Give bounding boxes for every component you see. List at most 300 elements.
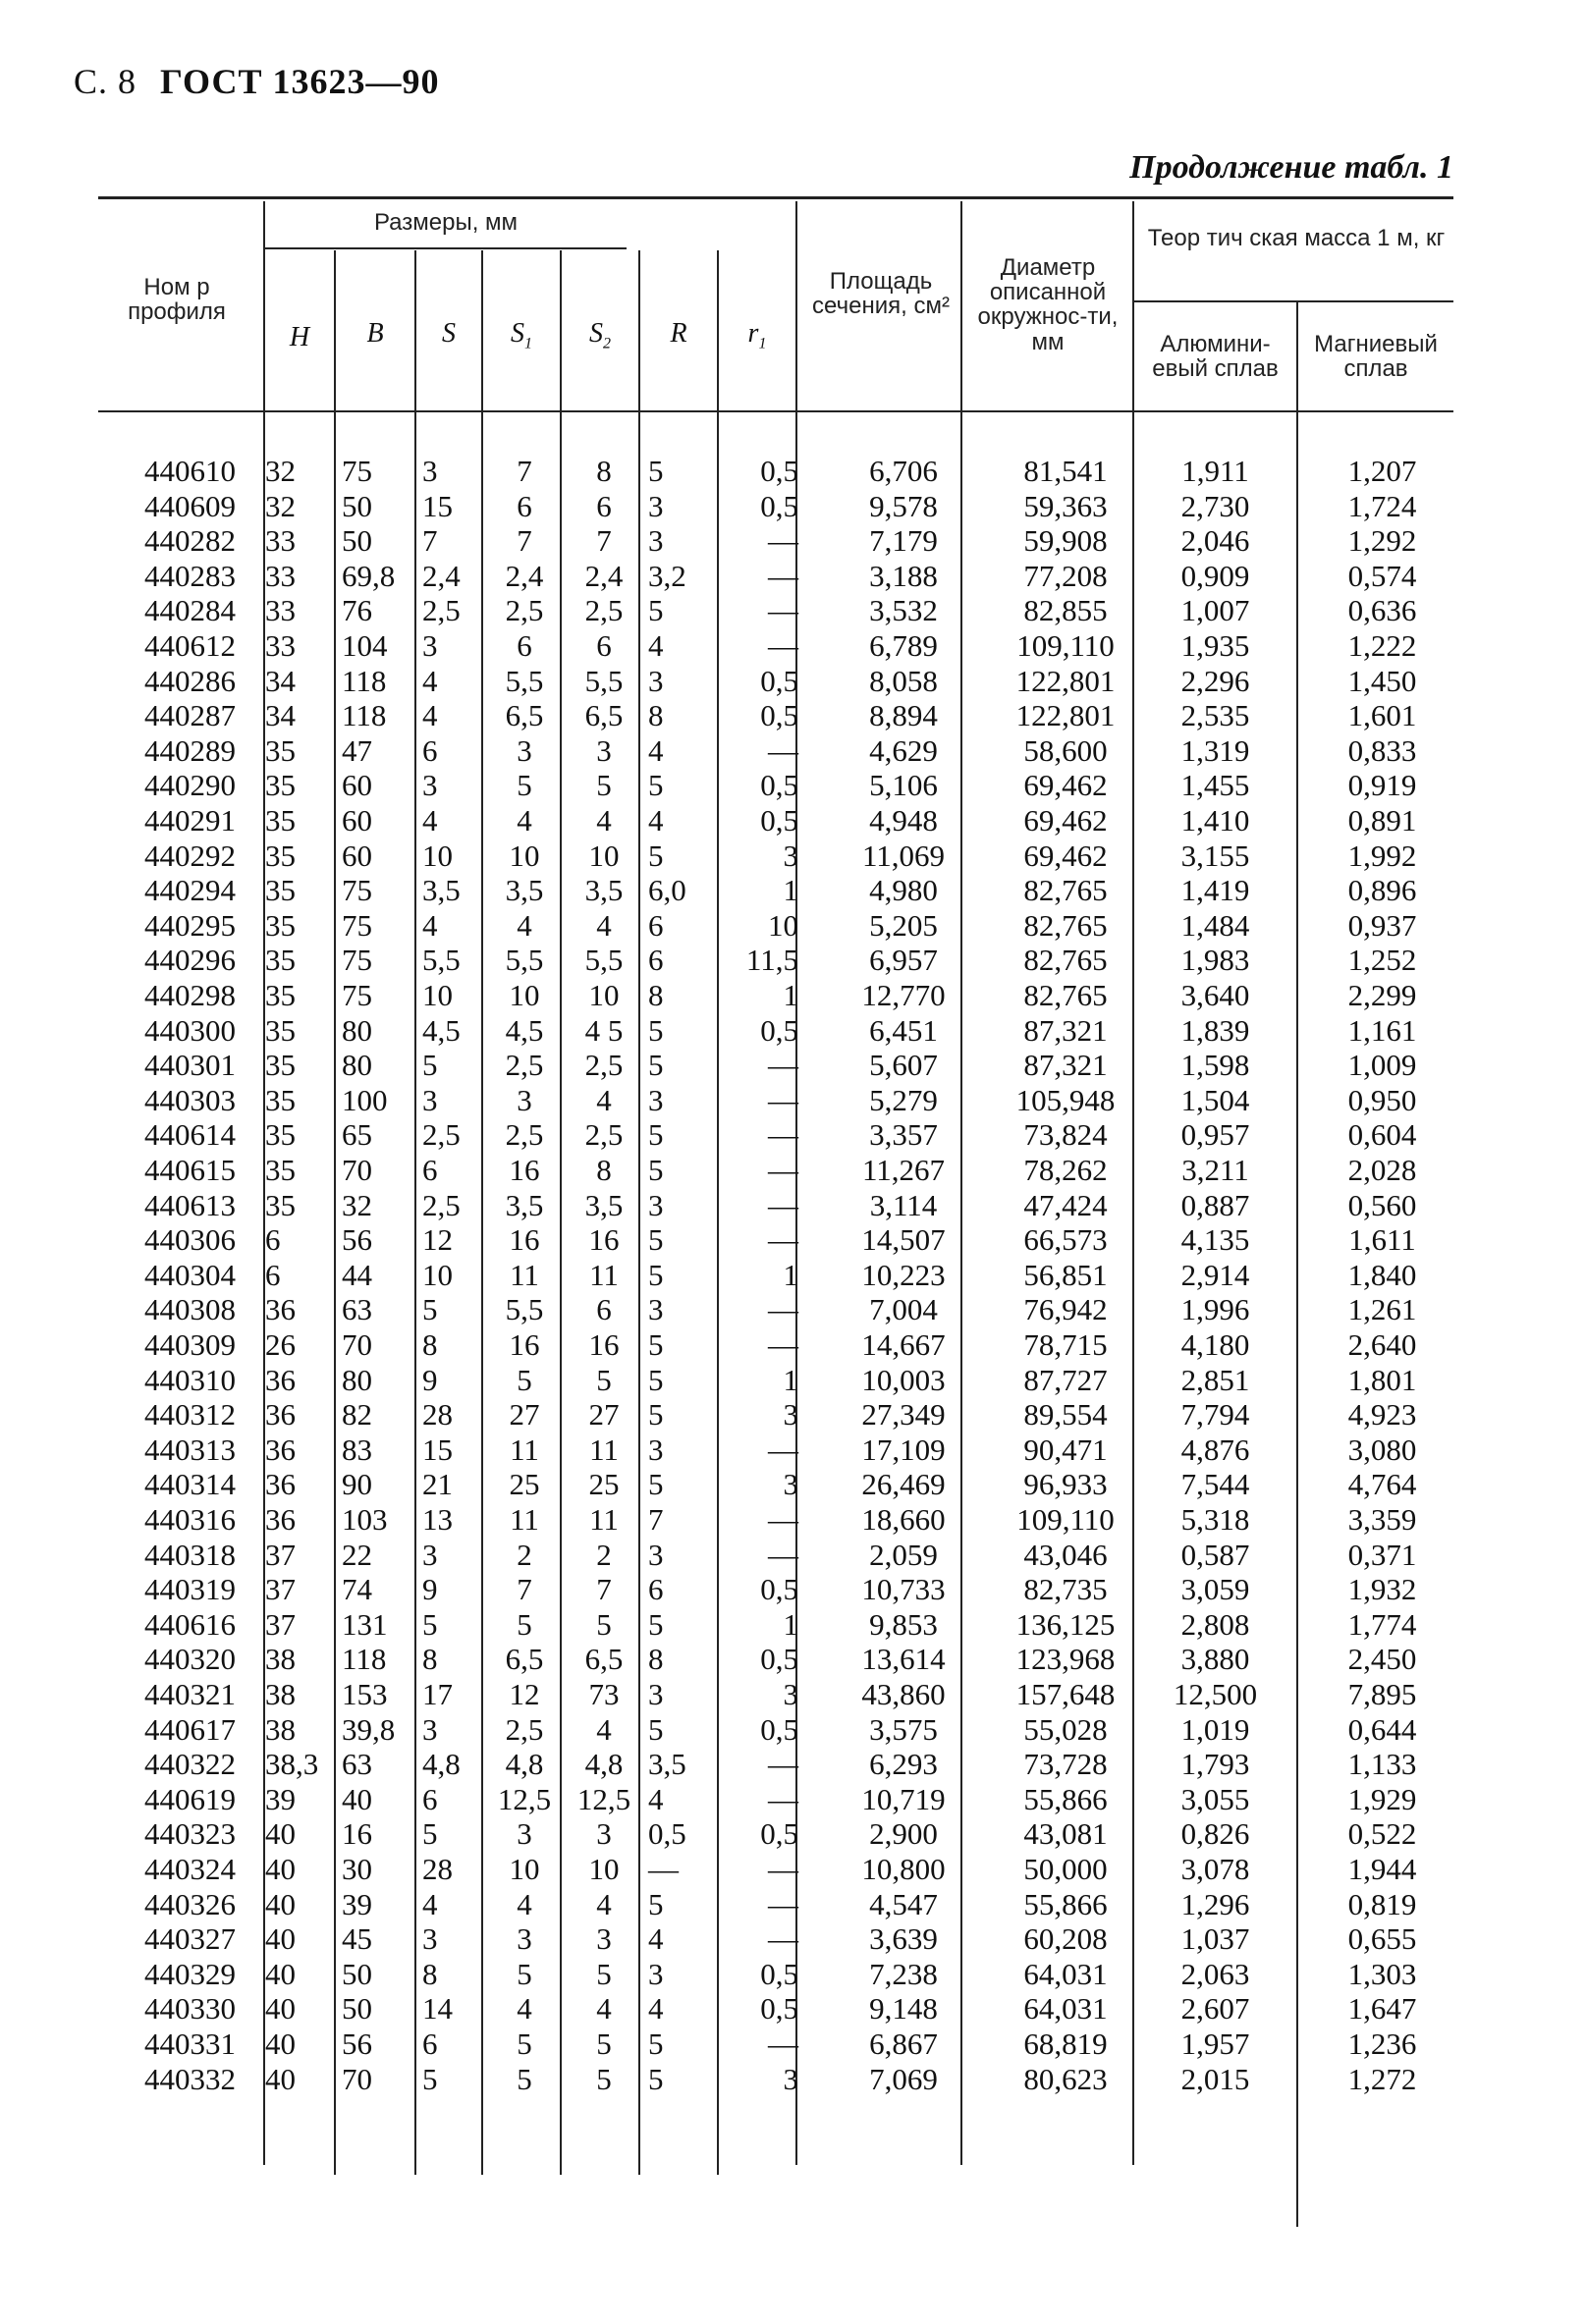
table-row	[98, 489, 1453, 524]
cell-r1: 0,5	[760, 454, 798, 488]
cell-S1: 27	[509, 1397, 540, 1432]
cell-profile-number: 440309	[144, 1327, 236, 1362]
cell-profile-number: 440327	[144, 1921, 236, 1957]
cell-diameter: 87,321	[1023, 1048, 1108, 1083]
cell-S2: 6,5	[584, 698, 624, 733]
cell-S2: 16	[588, 1222, 620, 1258]
cell-magnesium-mass: 1,009	[1347, 1048, 1417, 1083]
header-R: R	[670, 318, 687, 349]
cell-S2: 6	[596, 628, 612, 663]
cell-R: 3	[648, 1292, 664, 1327]
cell-R: 5	[648, 1222, 664, 1258]
header-S1-sub: 1	[524, 335, 532, 352]
cell-area: 6,706	[869, 454, 938, 488]
cell-area: 3,188	[869, 558, 938, 593]
cell-profile-number: 440303	[144, 1082, 236, 1117]
table-row	[98, 1188, 1453, 1223]
cell-S1: 4,8	[505, 1747, 544, 1782]
cell-B: 65	[342, 1117, 372, 1153]
cell-diameter: 69,462	[1023, 838, 1108, 873]
cell-R: 5	[648, 1012, 664, 1048]
cell-S1: 3	[517, 1816, 532, 1852]
cell-magnesium-mass: 1,272	[1347, 2061, 1417, 2096]
cell-S1: 7	[517, 1572, 532, 1607]
cell-R: 5	[648, 2027, 664, 2061]
cell-diameter: 59,908	[1023, 523, 1108, 559]
cell-magnesium-mass: 0,574	[1347, 558, 1417, 593]
cell-magnesium-mass: 1,840	[1347, 1257, 1417, 1292]
cell-S: 6	[422, 732, 438, 768]
cell-r1: 0,5	[760, 1956, 798, 1991]
cell-area: 10,800	[861, 1852, 946, 1886]
cell-magnesium-mass: 1,161	[1347, 1012, 1417, 1048]
cell-S2: 27	[588, 1397, 620, 1432]
cell-magnesium-mass: 2,299	[1347, 978, 1417, 1012]
cell-area: 3,639	[869, 1921, 938, 1957]
cell-H: 39	[265, 1781, 296, 1816]
cell-aluminum-mass: 4,180	[1180, 1327, 1250, 1362]
cell-profile-number: 440609	[144, 488, 236, 523]
cell-magnesium-mass: 1,929	[1347, 1781, 1417, 1816]
cell-R: 0,5	[648, 1816, 686, 1852]
cell-H: 35	[265, 768, 296, 803]
cell-area: 26,469	[861, 1467, 946, 1502]
cell-S1: 10	[509, 838, 540, 873]
cell-H: 35	[265, 943, 296, 978]
cell-aluminum-mass: 1,484	[1180, 907, 1250, 943]
table-row	[98, 1852, 1453, 1887]
table-row	[98, 2062, 1453, 2097]
cell-aluminum-mass: 2,607	[1180, 1991, 1250, 2027]
cell-area: 10,719	[861, 1781, 946, 1816]
cell-S: 5	[422, 1606, 438, 1642]
cell-diameter: 77,208	[1023, 558, 1108, 593]
header-r1	[719, 318, 795, 353]
cell-magnesium-mass: 1,801	[1347, 1362, 1417, 1397]
cell-S: 12	[422, 1222, 453, 1258]
cell-aluminum-mass: 2,730	[1180, 488, 1250, 523]
cell-magnesium-mass: 4,923	[1347, 1397, 1417, 1432]
table-row	[98, 1397, 1453, 1432]
cell-H: 35	[265, 838, 296, 873]
cell-B: 75	[342, 943, 372, 978]
cell-H: 32	[265, 454, 296, 488]
cell-S: 6	[422, 1153, 438, 1187]
cell-S2: 4	[596, 1886, 612, 1921]
cell-B: 50	[342, 1956, 372, 1991]
cell-diameter: 89,554	[1023, 1397, 1108, 1432]
cell-S: 9	[422, 1572, 438, 1607]
cell-S1: 3,5	[505, 1187, 544, 1222]
cell-magnesium-mass: 0,937	[1347, 907, 1417, 943]
cell-B: 50	[342, 1991, 372, 2027]
cell-S1: 5	[517, 1956, 532, 1991]
cell-H: 35	[265, 907, 296, 943]
header-mass: Теор тич ская масса 1 м, кг	[1147, 225, 1446, 251]
cell-profile-number: 440287	[144, 698, 236, 733]
cell-magnesium-mass: 0,604	[1347, 1117, 1417, 1153]
cell-diameter: 50,000	[1023, 1852, 1108, 1886]
cell-S2: 3,5	[584, 1187, 624, 1222]
cell-S2: 5	[596, 1362, 612, 1397]
cell-S1: 6	[517, 488, 532, 523]
header-aluminum: Алюмини-евый сплав	[1152, 331, 1279, 383]
cell-R: 5	[648, 1397, 664, 1432]
table-row	[98, 1467, 1453, 1502]
table-row	[98, 768, 1453, 803]
cell-S2: 4	[596, 1082, 612, 1117]
cell-S: 5	[422, 1292, 438, 1327]
cell-profile-number: 440619	[144, 1781, 236, 1816]
standard-number: ГОСТ 13623—90	[160, 62, 440, 101]
cell-R: 5	[648, 2061, 664, 2096]
cell-diameter: 78,262	[1023, 1153, 1108, 1187]
cell-R: 3	[648, 1187, 664, 1222]
cell-H: 38,3	[265, 1747, 319, 1782]
cell-S1: 4	[517, 907, 532, 943]
cell-S2: 4	[596, 1711, 612, 1747]
cell-magnesium-mass: 0,891	[1347, 803, 1417, 838]
cell-profile-number: 440294	[144, 873, 236, 908]
cell-H: 33	[265, 593, 296, 628]
cell-S: 21	[422, 1467, 453, 1502]
cell-r1: 1	[783, 978, 798, 1012]
cell-profile-number: 440610	[144, 454, 236, 488]
cell-B: 104	[342, 628, 388, 663]
cell-r1: 0,5	[760, 1991, 798, 2027]
cell-B: 83	[342, 1432, 372, 1467]
cell-r1: 0,5	[760, 1012, 798, 1048]
cell-S2: 3	[596, 732, 612, 768]
cell-S: 8	[422, 1327, 438, 1362]
cell-magnesium-mass: 1,292	[1347, 523, 1417, 559]
cell-S: 5	[422, 1048, 438, 1083]
cell-diameter: 157,648	[1015, 1677, 1116, 1711]
cell-R: 5	[648, 1153, 664, 1187]
cell-S1: 5,5	[505, 663, 544, 698]
cell-r1: 0,5	[760, 1816, 798, 1852]
cell-S1: 6	[517, 628, 532, 663]
cell-S2: 11	[589, 1257, 619, 1292]
cell-magnesium-mass: 4,764	[1347, 1467, 1417, 1502]
cell-B: 70	[342, 2061, 372, 2096]
cell-B: 56	[342, 2027, 372, 2061]
cell-H: 37	[265, 1537, 296, 1572]
cell-R: 5	[648, 593, 664, 628]
cell-area: 3,532	[869, 593, 938, 628]
header-bottom-rule	[98, 410, 1453, 412]
table-row	[98, 1921, 1453, 1957]
cell-R: 4	[648, 1921, 664, 1957]
cell-aluminum-mass: 0,826	[1180, 1816, 1250, 1852]
cell-H: 36	[265, 1502, 296, 1537]
cell-area: 10,733	[861, 1572, 946, 1607]
cell-R: 3	[648, 523, 664, 559]
cell-S: 10	[422, 1257, 453, 1292]
cell-aluminum-mass: 0,909	[1180, 558, 1250, 593]
cell-B: 39	[342, 1886, 372, 1921]
cell-S1: 2,5	[505, 1711, 544, 1747]
cell-S2: 16	[588, 1327, 620, 1362]
table-row	[98, 1013, 1453, 1049]
cell-S1: 25	[509, 1467, 540, 1502]
cell-S1: 5	[517, 1362, 532, 1397]
header-S2	[562, 318, 638, 353]
cell-R: 8	[648, 698, 664, 733]
cell-aluminum-mass: 1,296	[1180, 1886, 1250, 1921]
cell-H: 6	[265, 1222, 281, 1258]
cell-B: 153	[342, 1677, 388, 1711]
cell-profile-number: 440304	[144, 1257, 236, 1292]
cell-area: 4,980	[869, 873, 938, 908]
header-S2-sub: 2	[603, 335, 611, 352]
cell-S1: 2,5	[505, 1048, 544, 1083]
cell-magnesium-mass: 1,207	[1347, 454, 1417, 488]
cell-B: 118	[342, 1642, 387, 1677]
cell-S: 8	[422, 1956, 438, 1991]
cell-profile-number: 440329	[144, 1956, 236, 1991]
cell-B: 60	[342, 768, 372, 803]
cell-diameter: 82,735	[1023, 1572, 1108, 1607]
header-S1-base: S	[511, 318, 524, 349]
cell-aluminum-mass: 4,876	[1180, 1432, 1250, 1467]
cell-aluminum-mass: 1,007	[1180, 593, 1250, 628]
header-magnesium: Магниевый сплав	[1314, 331, 1438, 383]
cell-R: 5	[648, 1257, 664, 1292]
cell-r1: —	[768, 1852, 798, 1886]
cell-aluminum-mass: 5,318	[1180, 1502, 1250, 1537]
cell-B: 74	[342, 1572, 372, 1607]
cell-magnesium-mass: 0,819	[1347, 1886, 1417, 1921]
cell-R: 5	[648, 454, 664, 488]
cell-diameter: 82,855	[1023, 593, 1108, 628]
cell-area: 5,279	[869, 1082, 938, 1117]
cell-R: 4	[648, 628, 664, 663]
cell-S2: 10	[588, 838, 620, 873]
cell-R: 3	[648, 1537, 664, 1572]
cell-profile-number: 440289	[144, 732, 236, 768]
cell-R: 3	[648, 663, 664, 698]
cell-area: 7,069	[869, 2061, 938, 2096]
header-S1	[483, 318, 560, 353]
cell-S: 15	[422, 1432, 453, 1467]
cell-r1: —	[768, 1886, 798, 1921]
dimensions-group-rule	[263, 247, 627, 249]
cell-r1: 0,5	[760, 1572, 798, 1607]
cell-aluminum-mass: 1,037	[1180, 1921, 1250, 1957]
cell-S2: 7	[596, 1572, 612, 1607]
header-S: S	[442, 318, 456, 349]
cell-S1: 2	[517, 1537, 532, 1572]
cell-aluminum-mass: 1,911	[1181, 454, 1249, 488]
cell-area: 7,179	[869, 523, 938, 559]
cell-R: 4	[648, 732, 664, 768]
cell-S2: 2,5	[584, 1048, 624, 1083]
cell-H: 40	[265, 2061, 296, 2096]
table-row	[98, 1712, 1453, 1748]
cell-magnesium-mass: 1,261	[1347, 1292, 1417, 1327]
cell-area: 6,293	[869, 1747, 938, 1782]
cell-area: 9,578	[869, 488, 938, 523]
cell-S: 28	[422, 1397, 453, 1432]
cell-area: 3,357	[869, 1117, 938, 1153]
cell-R: 4	[648, 1991, 664, 2027]
cell-area: 3,114	[869, 1187, 938, 1222]
table-row	[98, 1502, 1453, 1538]
cell-S1: 3	[517, 732, 532, 768]
cell-r1: 10	[768, 907, 798, 943]
cell-profile-number: 440300	[144, 1012, 236, 1048]
cell-area: 9,853	[869, 1606, 938, 1642]
cell-r1: 0,5	[760, 803, 798, 838]
cell-H: 40	[265, 1991, 296, 2027]
cell-B: 60	[342, 803, 372, 838]
cell-profile-number: 440301	[144, 1048, 236, 1083]
cell-diameter: 122,801	[1015, 698, 1116, 733]
table-row	[98, 559, 1453, 594]
cell-r1: 0,5	[760, 698, 798, 733]
table-row	[98, 1572, 1453, 1607]
cell-S2: 12,5	[576, 1781, 631, 1816]
cell-S2: 3	[596, 1921, 612, 1957]
cell-area: 4,948	[869, 803, 938, 838]
cell-B: 69,8	[342, 558, 396, 593]
cell-diameter: 87,727	[1023, 1362, 1108, 1397]
cell-diameter: 109,110	[1016, 1502, 1115, 1537]
cell-S1: 16	[509, 1327, 540, 1362]
cell-S2: 5	[596, 1606, 612, 1642]
cell-profile-number: 440321	[144, 1677, 236, 1711]
cell-S2: 4,8	[584, 1747, 624, 1782]
table-row	[98, 1607, 1453, 1643]
cell-R: 3,2	[648, 558, 686, 593]
cell-area: 6,789	[869, 628, 938, 663]
cell-S: 6	[422, 2027, 438, 2061]
cell-aluminum-mass: 1,983	[1180, 943, 1250, 978]
cell-r1: 0,5	[760, 1711, 798, 1747]
cell-H: 35	[265, 1012, 296, 1048]
cell-H: 36	[265, 1292, 296, 1327]
cell-B: 80	[342, 1362, 372, 1397]
cell-R: 3	[648, 1432, 664, 1467]
cell-aluminum-mass: 1,839	[1180, 1012, 1250, 1048]
cell-B: 50	[342, 523, 372, 559]
cell-B: 75	[342, 907, 372, 943]
cell-S: 3	[422, 1711, 438, 1747]
cell-profile-number: 440330	[144, 1991, 236, 2027]
cell-R: 5	[648, 1117, 664, 1153]
table-row	[98, 1292, 1453, 1327]
cell-r1: —	[768, 1292, 798, 1327]
cell-S: 4	[422, 907, 438, 943]
table-row	[98, 1747, 1453, 1782]
cell-S2: 4	[596, 907, 612, 943]
cell-S: 4,5	[422, 1012, 461, 1048]
cell-S: 2,5	[422, 1117, 461, 1153]
profile-table	[98, 196, 1453, 2165]
cell-H: 35	[265, 1082, 296, 1117]
cell-S2: 10	[588, 1852, 620, 1886]
cell-R: 4	[648, 803, 664, 838]
cell-area: 7,238	[869, 1956, 938, 1991]
cell-diameter: 59,363	[1023, 488, 1108, 523]
cell-aluminum-mass: 3,640	[1180, 978, 1250, 1012]
cell-magnesium-mass: 2,640	[1347, 1327, 1417, 1362]
cell-diameter: 43,081	[1023, 1816, 1108, 1852]
cell-B: 118	[342, 663, 387, 698]
cell-S1: 5	[517, 2061, 532, 2096]
cell-aluminum-mass: 1,793	[1180, 1747, 1250, 1782]
cell-magnesium-mass: 1,944	[1347, 1852, 1417, 1886]
table-row	[98, 1363, 1453, 1398]
cell-profile-number: 440295	[144, 907, 236, 943]
header-dimensions: Размеры, мм	[373, 209, 519, 236]
cell-H: 33	[265, 628, 296, 663]
cell-diameter: 43,046	[1023, 1537, 1108, 1572]
cell-S2: 8	[596, 454, 612, 488]
cell-S2: 4	[596, 803, 612, 838]
cell-diameter: 96,933	[1023, 1467, 1108, 1502]
cell-H: 35	[265, 803, 296, 838]
cell-aluminum-mass: 1,935	[1180, 628, 1250, 663]
cell-magnesium-mass: 1,222	[1347, 628, 1417, 663]
cell-aluminum-mass: 7,794	[1180, 1397, 1250, 1432]
cell-S2: 73	[588, 1677, 620, 1711]
cell-S1: 4	[517, 1886, 532, 1921]
table-row	[98, 733, 1453, 769]
table-row	[98, 1327, 1453, 1363]
cell-S1: 5,5	[505, 943, 544, 978]
cell-S: 2,5	[422, 593, 461, 628]
table-row	[98, 698, 1453, 733]
cell-r1: —	[768, 523, 798, 559]
cell-aluminum-mass: 12,500	[1173, 1677, 1258, 1711]
cell-area: 13,614	[861, 1642, 946, 1677]
cell-S: 3	[422, 768, 438, 803]
cell-magnesium-mass: 3,080	[1347, 1432, 1417, 1467]
cell-aluminum-mass: 7,544	[1180, 1467, 1250, 1502]
cell-aluminum-mass: 0,957	[1180, 1117, 1250, 1153]
cell-S1: 7	[517, 454, 532, 488]
table-row	[98, 873, 1453, 908]
cell-r1: 3	[783, 1677, 798, 1711]
cell-S1: 12	[509, 1677, 540, 1711]
cell-profile-number: 440308	[144, 1292, 236, 1327]
cell-B: 60	[342, 838, 372, 873]
table-row	[98, 1816, 1453, 1852]
cell-r1: 0,5	[760, 768, 798, 803]
cell-area: 10,003	[861, 1362, 946, 1397]
cell-B: 32	[342, 1187, 372, 1222]
cell-profile-number: 440282	[144, 523, 236, 559]
cell-S1: 3	[517, 1082, 532, 1117]
cell-S2: 4	[596, 1991, 612, 2027]
table-row	[98, 838, 1453, 874]
cell-S2: 2	[596, 1537, 612, 1572]
cell-area: 5,607	[869, 1048, 938, 1083]
cell-H: 26	[265, 1327, 296, 1362]
cell-profile-number: 440326	[144, 1886, 236, 1921]
cell-R: 6	[648, 1572, 664, 1607]
cell-area: 8,058	[869, 663, 938, 698]
cell-diameter: 122,801	[1015, 663, 1116, 698]
cell-diameter: 69,462	[1023, 768, 1108, 803]
cell-aluminum-mass: 2,296	[1180, 663, 1250, 698]
cell-diameter: 82,765	[1023, 907, 1108, 943]
cell-S: 3	[422, 1537, 438, 1572]
table-row	[98, 1782, 1453, 1817]
cell-S: 17	[422, 1677, 453, 1711]
